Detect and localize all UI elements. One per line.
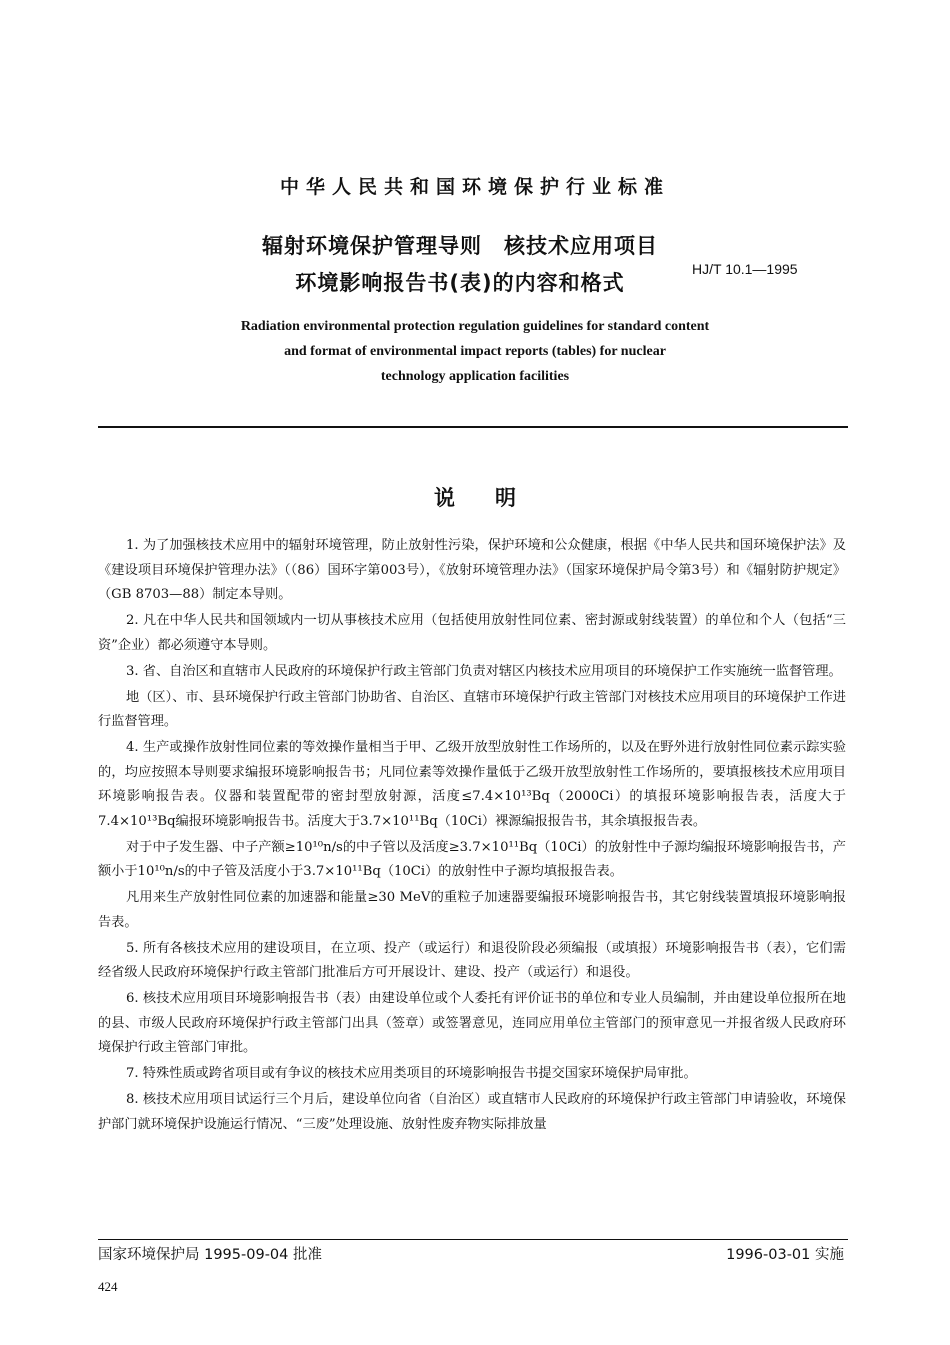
paragraph-3-continued: 地（区）、市、县环境保护行政主管部门协助省、自治区、直辖市环境保护行政主管部门对核技术应用项目的环境保护工作进行监督管理。 bbox=[98, 689, 846, 729]
standard-code: HJ/T 10.1—1995 bbox=[692, 261, 798, 277]
english-title bbox=[0, 314, 950, 389]
english-title-line-2: and format of environmental impact reports (tables) for nuclear bbox=[284, 344, 666, 359]
paragraph-2: 2. 凡在中华人民共和国领域内一切从事核技术应用（包括使用放射性同位素、密封源或射线装置）的单位和个人（包括“三资”企业）都必须遵守本导则。 bbox=[98, 613, 846, 653]
title-line-2: 环境影响报告书(表)的内容和格式 bbox=[295, 271, 625, 295]
english-title-line-1: Radiation environmental protection regulation guidelines for standard content bbox=[240, 319, 710, 334]
footer-divider bbox=[98, 1239, 848, 1240]
body-text bbox=[98, 534, 846, 1139]
paragraph-4: 4. 生产或操作放射性同位素的等效操作量相当于甲、乙级开放型放射性工作场所的，以及在野外进行放射性同位素示踪实验的，均应按照本导则要求编报环境影响报告书；凡同位素等效操作量低于乙级开放型放射性工作场所的，要填报核技术应用项目环境影响报告表。仪器和装置配带的密封型放射源，活度≤7.4×10¹³Bq（2000Ci）的填报环境影响报告表，活度大于7.4×10¹³Bq编报环境影响报告书。活度大于3.7×10¹¹Bq（10Ci）裸源编报报告书，其余填报报告表。 bbox=[98, 740, 846, 829]
paragraph-5: 5. 所有各核技术应用的建设项目，在立项、投产（或运行）和退役阶段必须编报（或填报）环境影响报告书（表），它们需经省级人民政府环境保护行政主管部门批准后方可开展设计、建设、投产（或运行）和退役。 bbox=[98, 940, 846, 980]
page-number: 424 bbox=[98, 1279, 118, 1294]
section-heading: 说明 bbox=[434, 486, 556, 510]
paragraph-6: 6. 核技术应用项目环境影响报告书（表）由建设单位或个人委托有评价证书的单位和专业人员编制，并由建设单位报所在地的县、市级人民政府环境保护行政主管部门出具（签章）或签署意见，连同应用单位主管部门的预审意见一并报省级人民政府环境保护行政主管部门审批。 bbox=[98, 991, 846, 1055]
paragraph-7: 7. 特殊性质或跨省项目或有争议的核技术应用类项目的环境影响报告书提交国家环境保护局审批。 bbox=[126, 1066, 697, 1081]
standard-title bbox=[0, 228, 950, 302]
issuing-organization: 中华人民共和国环境保护行业标准 bbox=[279, 176, 670, 198]
paragraph-1: 1. 为了加强核技术应用中的辐射环境管理，防止放射性污染，保护环境和公众健康，根据《中华人民共和国环境保护法》及《建设项目环境保护管理办法》（（86）国环字第003号），《放射环境管理办法》（国家环境保护局令第3号）和《辐射防护规定》（GB 8703—88）制定本导则。 bbox=[98, 538, 846, 602]
paragraph-4-accelerator: 凡用来生产放射性同位素的加速器和能量≥30 MeV的重粒子加速器要编报环境影响报告书，其它射线装置填报环境影响报告表。 bbox=[98, 890, 846, 930]
implementation-date: 1996-03-01 实施 bbox=[726, 1247, 844, 1263]
header-divider bbox=[98, 426, 848, 428]
paragraph-3: 3. 省、自治区和直辖市人民政府的环境保护行政主管部门负责对辖区内核技术应用项目的环境保护工作实施统一监督管理。 bbox=[126, 663, 842, 679]
english-title-line-3: technology application facilities bbox=[380, 369, 570, 384]
approval-date: 国家环境保护局 1995-09-04 批准 bbox=[98, 1247, 322, 1263]
title-line-1: 辐射环境保护管理导则 核技术应用项目 bbox=[262, 234, 658, 258]
paragraph-8: 8. 核技术应用项目试运行三个月后，建设单位向省（自治区）或直辖市人民政府的环境保护行政主管部门申请验收，环境保护部门就环境保护设施运行情况、“三废”处理设施、放射性废弃物实际排放量 bbox=[98, 1092, 846, 1132]
paragraph-4-neutron: 对于中子发生器、中子产额≥10¹⁰n/s的中子管以及活度≥3.7×10¹¹Bq（10Ci）的放射性中子源均编报环境影响报告书，产额小于10¹⁰n/s的中子管及活度小于3.7×10¹¹Bq（10Ci）的放射性中子源均填报报告表。 bbox=[98, 839, 846, 879]
